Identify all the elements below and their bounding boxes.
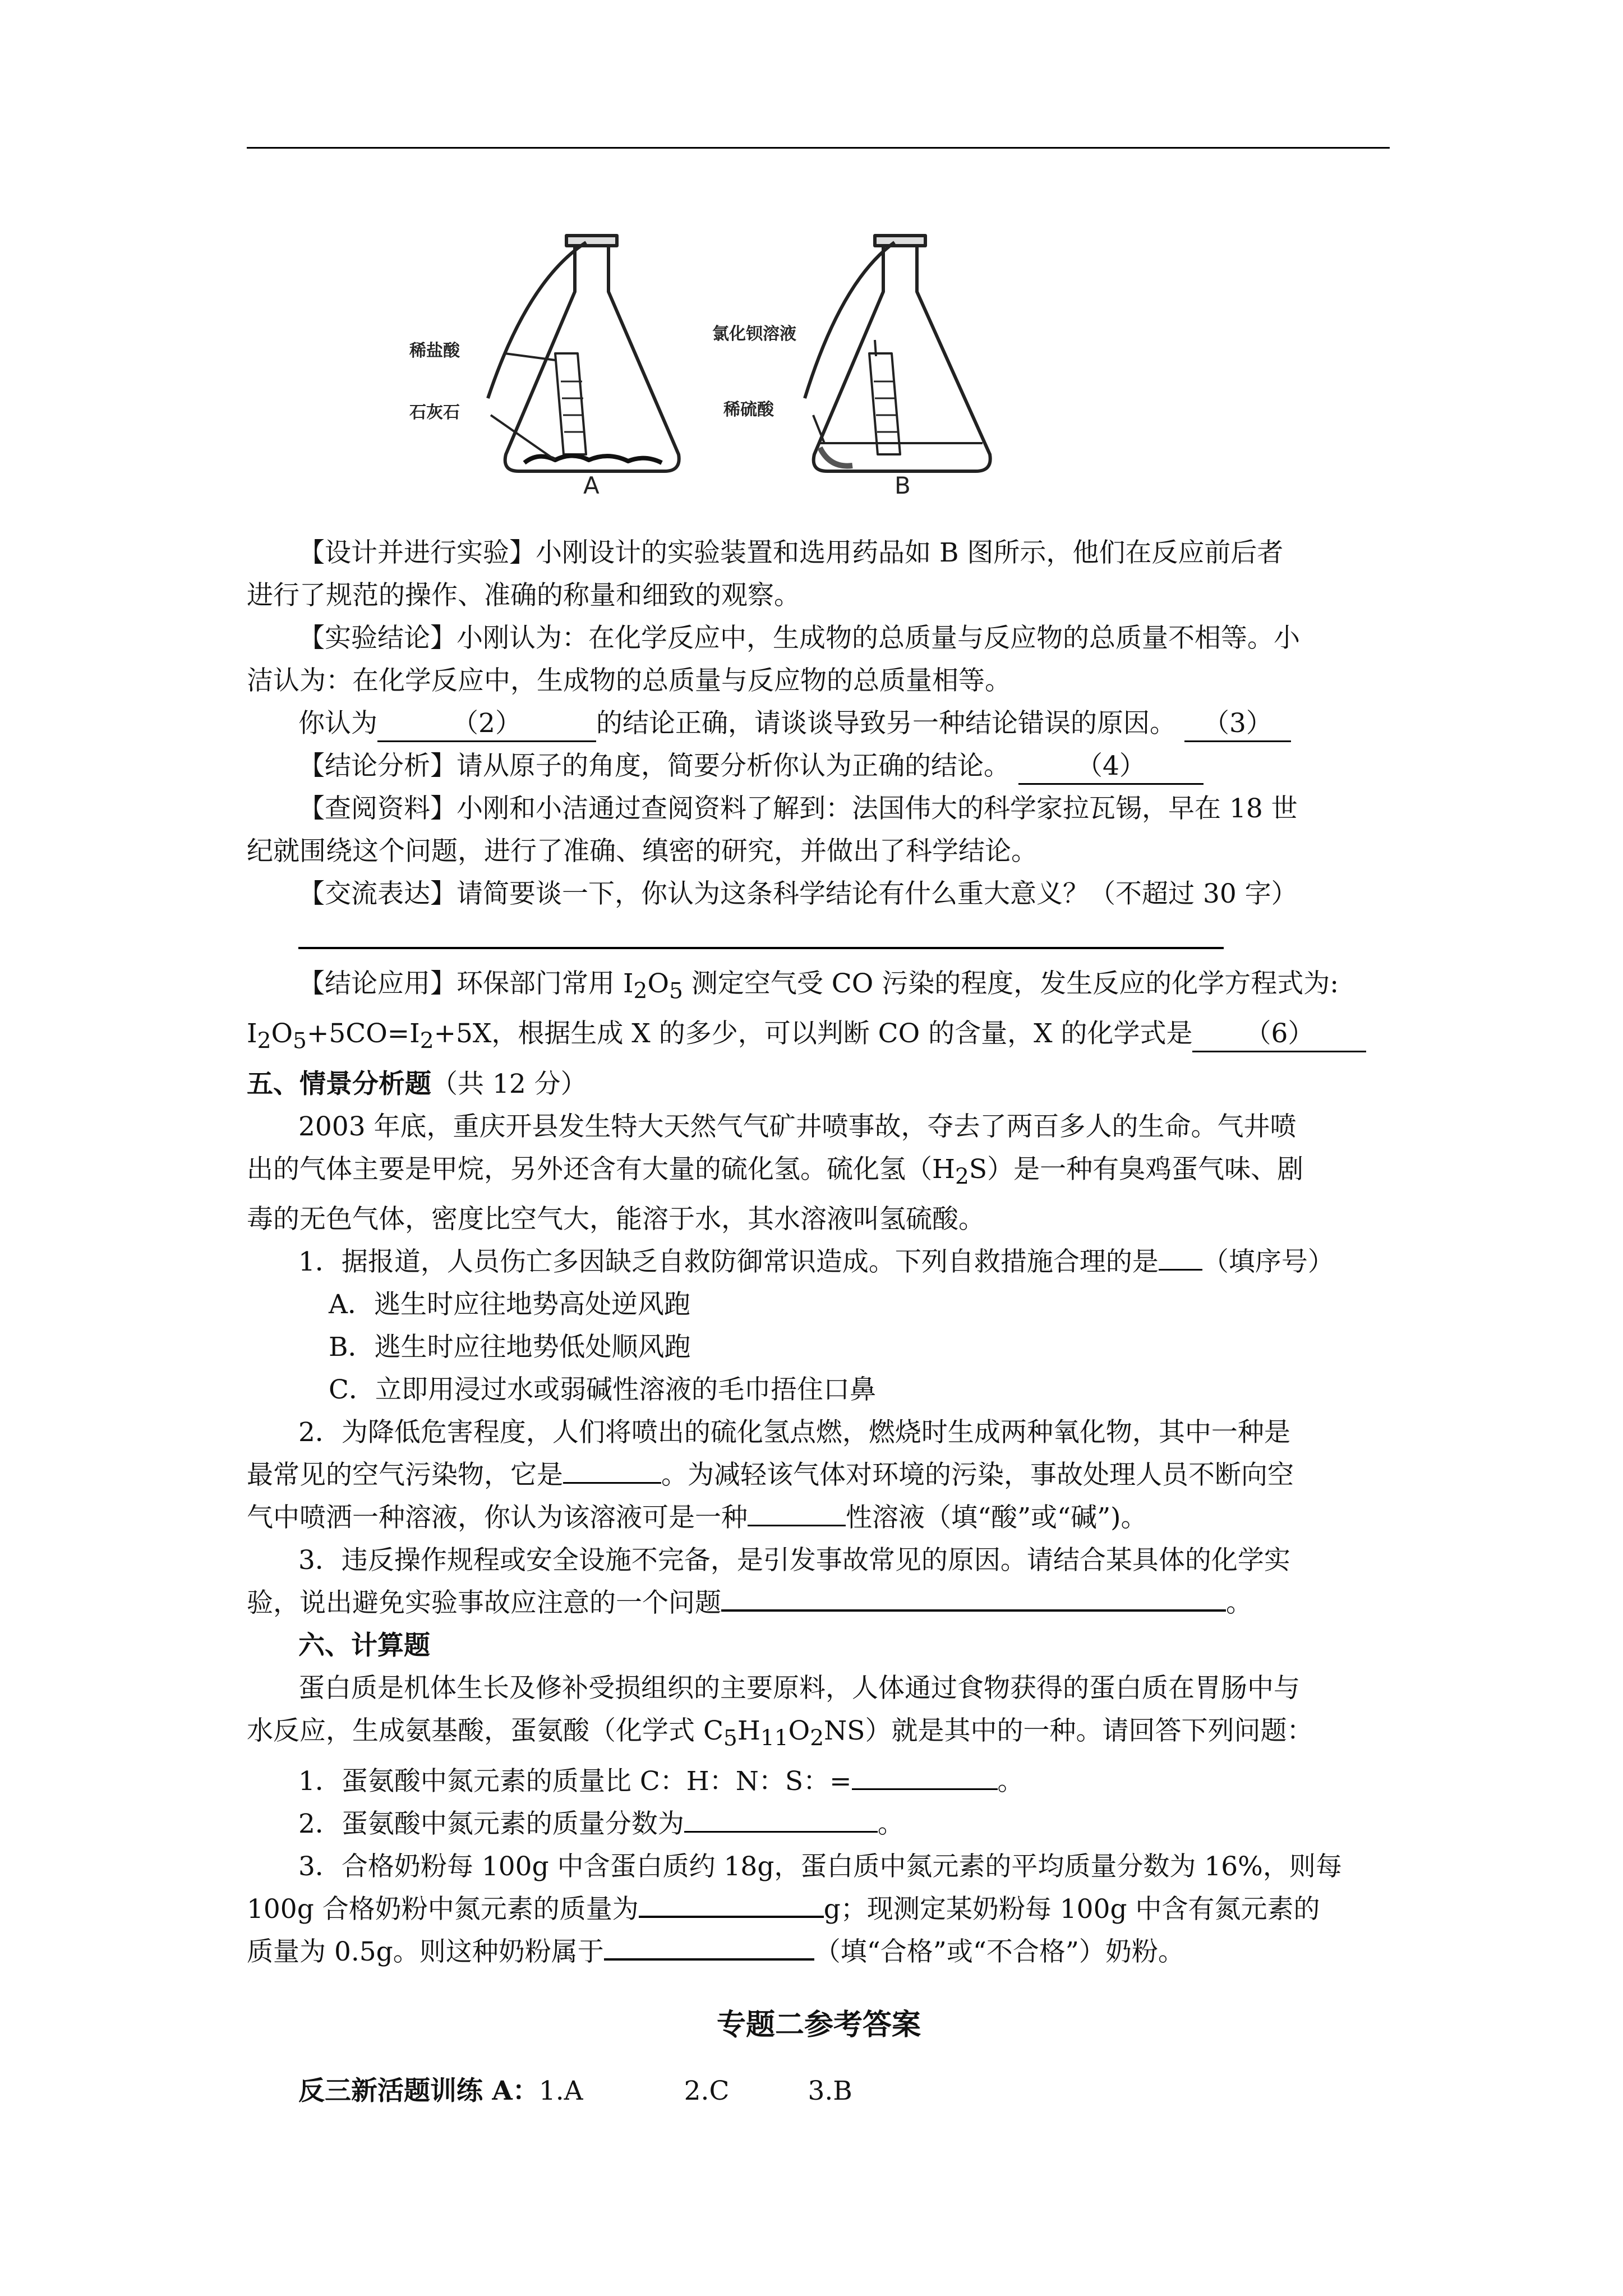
calc-3-line3b: （填“合格”或“不合格”）奶粉。 <box>814 1936 1184 1967</box>
answer-line-5 <box>298 915 1224 949</box>
tag-analysis: 【结论分析】 <box>298 751 457 781</box>
section-5-heading <box>247 1063 1391 1106</box>
p-opinion-pre: 你认为 <box>298 708 377 739</box>
blank-c3b <box>604 1958 814 1961</box>
eq-sub3: 2 <box>419 1028 434 1054</box>
eq-rest: +5X，根据生成 X 的多少，可以判断 CO 的含量，X 的化学式是 <box>434 1018 1193 1050</box>
tag-exchange: 【交流表达】 <box>298 878 457 909</box>
section-5-score: （共 12 分） <box>431 1068 587 1099</box>
question-2-line3b: 性溶液（填“酸”或“碱”)。 <box>846 1502 1147 1534</box>
p-application-cont <box>247 1013 1391 1062</box>
blank-q1 <box>1159 1269 1202 1271</box>
question-1-text: 1．据报道，人员伤亡多因缺乏自救防御常识造成。下列自救措施合理的是 <box>298 1246 1159 1278</box>
answers-label: 反三新活题训练 A： <box>298 2075 539 2106</box>
eq-sub2: 5 <box>293 1028 307 1054</box>
p-conclusion-cont: 洁认为：在化学反应中，生成物的总质量与反应物的总质量相等。 <box>247 665 1011 696</box>
pointer-b-top <box>875 340 876 356</box>
s6-intro-2 <box>247 1710 1391 1760</box>
question-2-line2a: 最常见的空气污染物，它是 <box>247 1460 563 1491</box>
blank-6: （6） <box>1192 1017 1366 1052</box>
s6-intro-2a: 水反应，生成氨基酸，蛋氨酸（化学式 C <box>247 1715 723 1747</box>
flask-a-tube <box>555 353 586 454</box>
answer-2: 2.C <box>684 2075 730 2106</box>
flask-b-liquid <box>820 448 852 466</box>
calc-2-text: 2．蛋氨酸中氮元素的质量分数为 <box>298 1808 684 1839</box>
flask-a-thread <box>488 242 586 398</box>
calc-3-line2a: 100g 合格奶粉中氮元素的质量为 <box>247 1893 639 1925</box>
p-design <box>247 532 1391 574</box>
answers-title: 专题二参考答案 <box>716 2008 921 2042</box>
p-exchange-text: 请简要谈一下，你认为这条科学结论有什么重大意义？（不超过 30 字） <box>457 878 1298 909</box>
calc-2-suffix: 。 <box>877 1808 904 1839</box>
calc-3-line3 <box>247 1931 1391 1973</box>
caption-a: A <box>583 472 600 494</box>
q1-option-a: A．逃生时应往地势高处逆风跑 <box>329 1289 690 1320</box>
question-2-line2 <box>247 1454 1391 1497</box>
calc-3-line2b: g；现测定某奶粉每 100g 中含有氮元素的 <box>823 1893 1320 1925</box>
s5-intro-1: 2003 年底，重庆开县发生特大天然气气矿井喷事故，夺去了两百多人的生命。气井喷 <box>298 1111 1297 1142</box>
header-rule <box>247 147 1390 149</box>
sub-o2: 2 <box>810 1726 824 1751</box>
tag-design: 【设计并进行实验】 <box>298 537 536 568</box>
p-research-cont: 纪就围绕这个问题，进行了准确、缜密的研究，并做出了科学结论。 <box>247 836 1038 867</box>
q1-option-c: C．立即用浸过水或弱碱性溶液的毛巾捂住口鼻 <box>329 1374 876 1406</box>
blank-3: （3） <box>1184 707 1291 742</box>
p-exchange <box>247 873 1391 915</box>
p-application-t2: O <box>647 968 669 999</box>
blank-q3 <box>721 1609 1226 1612</box>
label-h2so4: 稀硫酸 <box>723 400 774 420</box>
flask-a-mouth <box>566 236 617 246</box>
s5-intro-2a: 出的气体主要是甲烷，另外还含有大量的硫化氢。硫化氢（H <box>247 1153 955 1185</box>
s6-intro-2b: H <box>737 1715 760 1747</box>
question-2-line2b: 。为减轻该气体对环境的污染，事故处理人员不断向空 <box>661 1460 1294 1491</box>
sub-h11: 11 <box>760 1726 789 1751</box>
calc-1 <box>247 1760 1391 1803</box>
answer-3: 3.B <box>808 2075 852 2106</box>
p-design-cont: 进行了规范的操作、准确的称量和细致的观察。 <box>247 580 800 611</box>
tag-research: 【查阅资料】 <box>298 793 457 824</box>
q1-option-b: B．逃生时应往地势低处顺风跑 <box>329 1332 691 1363</box>
label-bacl2: 氯化钡溶液 <box>712 324 796 344</box>
eq-mid: +5CO=I <box>306 1018 420 1050</box>
calc-3-line2 <box>247 1888 1391 1931</box>
p-design-text1: 小刚设计的实验装置和选用药品如 B 图所示，他们在反应前后者 <box>536 537 1284 568</box>
answers-row <box>247 2070 1391 2113</box>
s5-intro-2 <box>247 1148 1391 1198</box>
p-conclusion <box>247 617 1391 660</box>
pointer-b-bottom <box>813 415 824 443</box>
answer-1: 1.A <box>538 2075 583 2106</box>
document-body <box>247 532 1391 2113</box>
label-dilute-hcl: 稀盐酸 <box>409 341 460 361</box>
section-5-title: 五、情景分析题 <box>247 1068 431 1099</box>
flask-figure <box>387 213 1043 494</box>
flask-b-tube <box>869 353 900 454</box>
s5-intro-3: 毒的无色气体，密度比空气大，能溶于水，其水溶液叫氢硫酸。 <box>247 1204 985 1235</box>
p-opinion <box>247 702 1391 745</box>
eq-i: I <box>247 1018 257 1050</box>
blank-c1 <box>852 1788 998 1790</box>
calc-3-line1: 3．合格奶粉每 100g 中含蛋白质约 18g，蛋白质中氮元素的平均质量分数为 16%，则每 <box>298 1851 1342 1882</box>
eq-o: O <box>271 1018 293 1050</box>
p-analysis <box>247 745 1391 788</box>
flask-b-mouth <box>875 236 925 246</box>
flask-diagram <box>387 213 1043 494</box>
blank-c3a <box>639 1916 824 1918</box>
p-application-t1: 环保部门常用 I <box>457 968 634 999</box>
sub-c5: 5 <box>723 1726 737 1751</box>
eq-sub1: 2 <box>257 1028 271 1054</box>
p-application <box>247 963 1391 1013</box>
blank-c2 <box>684 1831 878 1833</box>
flask-b-body <box>814 241 990 471</box>
blank-q2a <box>563 1482 661 1484</box>
calc-2 <box>247 1803 1391 1846</box>
s6-intro-2c: O <box>788 1715 810 1747</box>
tag-application: 【结论应用】 <box>298 968 457 999</box>
p-conclusion-text1: 小刚认为：在化学反应中，生成物的总质量与反应物的总质量不相等。小 <box>457 623 1300 654</box>
caption-b: B <box>895 472 911 494</box>
p-research <box>247 788 1391 830</box>
blank-2: （2） <box>377 707 596 742</box>
blank-4: （4） <box>1018 749 1204 785</box>
s5-intro-2b: S）是一种有臭鸡蛋气味、剧 <box>969 1153 1304 1185</box>
pointer-a-bottom <box>491 415 555 460</box>
question-3-line2a: 验，说出避免实验事故应注意的一个问题 <box>247 1588 721 1619</box>
p-opinion-mid: 的结论正确，请谈谈导致另一种结论错误的原因。 <box>596 708 1176 739</box>
p-analysis-text: 请从原子的角度，简要分析你认为正确的结论。 <box>457 751 1010 781</box>
question-2-line3a: 气中喷洒一种溶液，你认为该溶液可是一种 <box>247 1502 748 1534</box>
calc-1-text: 1．蛋氨酸中氮元素的质量比 C：H：N：S：= <box>298 1765 852 1797</box>
flask-a-limestone <box>524 456 662 463</box>
sub-i2: 2 <box>633 978 648 1004</box>
question-2-line1: 2．为降低危害程度，人们将喷出的硫化氢点燃，燃烧时生成两种氧化物，其中一种是 <box>298 1417 1290 1448</box>
question-3-line1: 3．违反操作规程或安全设施不完备，是引发事故常见的原因。请结合某具体的化学实 <box>298 1545 1290 1576</box>
question-3-line2 <box>247 1582 1391 1625</box>
label-limestone: 石灰石 <box>409 403 460 422</box>
question-3-line2b: 。 <box>1226 1588 1252 1619</box>
s6-intro-1: 蛋白质是机体生长及修补受损组织的主要原料，人体通过食物获得的蛋白质在胃肠中与 <box>298 1673 1300 1704</box>
calc-3-line3a: 质量为 0.5g。则这种奶粉属于 <box>247 1936 604 1967</box>
calc-1-suffix: 。 <box>997 1765 1024 1797</box>
sub-o5: 5 <box>668 978 683 1004</box>
section-6-heading: 六、计算题 <box>298 1630 430 1662</box>
p-research-text1: 小刚和小洁通过查阅资料了解到：法国伟大的科学家拉瓦锡，早在 18 世 <box>457 793 1298 824</box>
tag-conclusion: 【实验结论】 <box>298 623 457 654</box>
s6-intro-2d: NS）就是其中的一种。请回答下列问题： <box>824 1715 1313 1747</box>
question-1-suffix: （填序号） <box>1202 1246 1334 1278</box>
blank-q2b <box>748 1525 846 1526</box>
question-2-line3 <box>247 1497 1391 1539</box>
sub-h2s: 2 <box>955 1164 969 1190</box>
question-1 <box>247 1241 1391 1283</box>
p-application-t3: 测定空气受 CO 污染的程度，发生反应的化学方程式为: <box>683 968 1339 999</box>
